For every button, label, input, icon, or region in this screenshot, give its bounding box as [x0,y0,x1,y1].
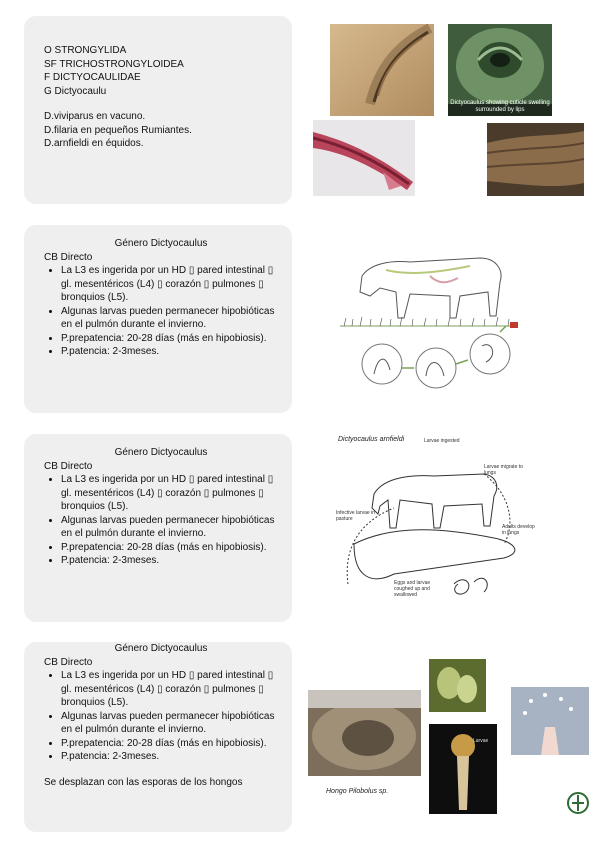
micrograph-larva-head [330,24,434,116]
bullet-list [44,669,278,764]
bullet-item: • P.patencia: 2-3meses. [61,345,278,359]
bullet-item: • Algunas larvas pueden permanecer hipobióticas en el pulmón durante el invierno. [61,710,278,737]
horse-life-cycle-diagram [334,434,538,612]
larvae-on-sporangia-photo [429,659,486,712]
bullet-item: • P.prepatencia: 20-28 días (más en hipobiosis). [61,541,278,555]
card-subtitle: CB Directo [44,460,93,472]
card-title: Género Dictyocaulus [114,447,208,458]
card-footer-note: Se desplazan con las esporas de los hongos [44,776,243,788]
bullet-item: • Algunas larvas pueden permanecer hipobióticas en el pulmón durante el invierno. [61,514,278,541]
species-line: D.viviparus en vacuno. [44,111,146,122]
sporangiophores-photo [511,687,589,755]
taxonomy-card [24,16,292,204]
fungus-dispersal-card [24,642,292,832]
bullet-list [44,264,278,359]
diagram-label: Larvae migrate to lungs [484,464,523,476]
card-subtitle: CB Directo [44,656,93,668]
bullet-item: • P.prepatencia: 20-28 días (más en hipobiosis). [61,332,278,346]
diagram-title: Dictyocaulus arnfieldi [338,436,405,443]
taxonomy-genus: G Dictyocaulu [44,85,107,97]
bullet-item: • La L3 es ingerida por un HD ▯ pared intestinal ▯ gl. mesentéricos (L4) ▯ corazón ▯ pulmones ▯ bronquios (L5). [61,264,278,305]
stained-larva-photo [313,120,415,196]
bullet-item: • La L3 es ingerida por un HD ▯ pared intestinal ▯ gl. mesentéricos (L4) ▯ corazón ▯ pulmones ▯ bronquios (L5). [61,669,278,710]
sem-caption: Dictyocaulus showing cuticle swelling surrounded by lips [450,100,550,113]
diagram-label: Eggs and larvae coughed up and swallowed [394,580,431,598]
card-subtitle: CB Directo [44,251,93,263]
bullet-item: • La L3 es ingerida por un HD ▯ pared intestinal ▯ gl. mesentéricos (L4) ▯ corazón ▯ pulmones ▯ bronquios (L5). [61,473,278,514]
card-title: Género Dictyocaulus [114,643,208,654]
larvae-label: Larvae [473,738,489,744]
species-line: D.filaria en pequeños Rumiantes. [44,124,192,136]
cattle-life-cycle-diagram [340,236,518,400]
life-cycle-card [24,434,292,622]
bullet-item: • P.patencia: 2-3meses. [61,554,278,568]
institution-logo [567,790,589,816]
diagram-label: Larvae ingested [424,438,460,444]
larva-tail-photo [487,123,584,196]
taxonomy-family: F DICTYOCAULIDAE [44,72,141,83]
bullet-item: • Algunas larvas pueden permanecer hipobióticas en el pulmón durante el invierno. [61,305,278,332]
bullet-item: • P.patencia: 2-3meses. [61,750,278,764]
fungus-culture-photo [308,690,421,776]
pilobolus-sporangium-photo [429,724,497,814]
card-title: Género Dictyocaulus [114,238,208,249]
diagram-label: Adults develop in lungs [502,524,535,536]
species-line: D.arnfieldi en équidos. [44,138,144,149]
taxonomy-order: O STRONGYLIDA [44,45,127,56]
bullet-list [44,473,278,568]
diagram-label: Infective larvae in pasture [336,510,375,522]
sem-anterior-end [448,24,552,116]
life-cycle-card [24,225,292,413]
taxonomy-superfamily: SF TRICHOSTRONGYLOIDEA [44,58,184,70]
bullet-item: • P.prepatencia: 20-28 días (más en hipobiosis). [61,737,278,751]
fungus-label: Hongo Pilobolus sp. [326,788,389,795]
